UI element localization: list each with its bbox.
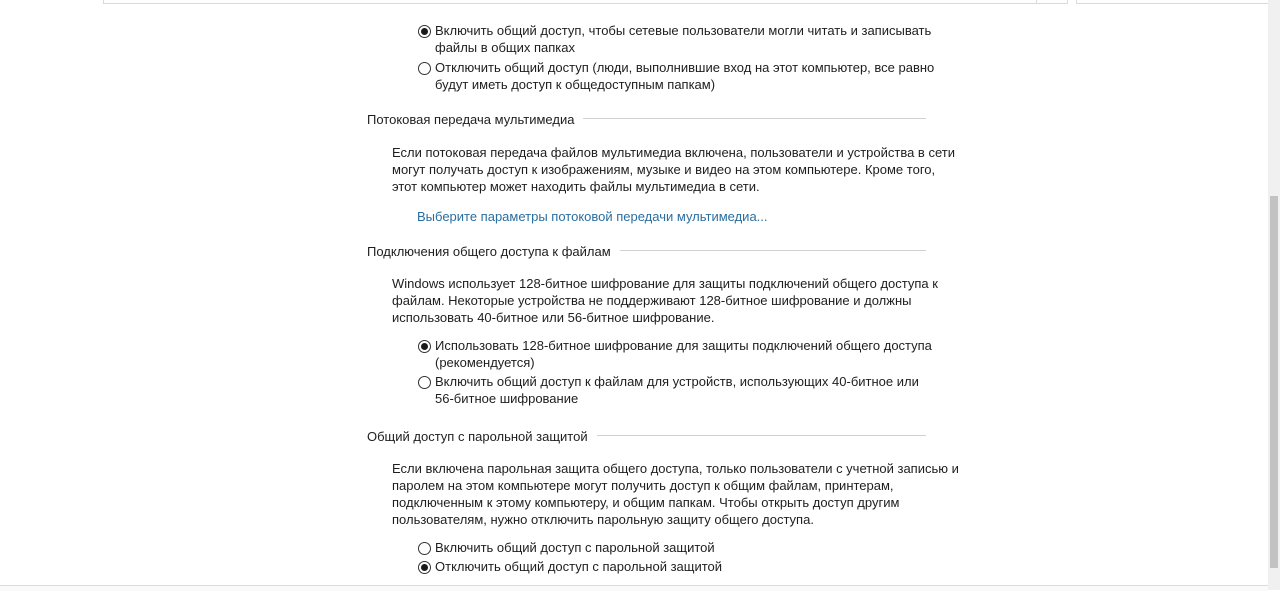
option-line: Использовать 128-битное шифрование для защиты подключений общего доступа xyxy=(435,338,932,353)
radio-enable-sharing[interactable] xyxy=(418,25,431,38)
vertical-scrollbar[interactable] xyxy=(1268,0,1280,590)
section-title-media: Потоковая передача мультимедиа xyxy=(367,111,583,128)
option-enable-sharing[interactable] xyxy=(435,22,932,56)
description-line: подключенным к этому компьютеру, и общим папкам. Чтобы открыть доступ другим xyxy=(392,495,900,510)
description-line: Если включена парольная защита общего доступа, только пользователи с учетной записью и xyxy=(392,461,959,476)
description-line: Если потоковая передача файлов мультимедиа включена, пользователи и устройства в сети xyxy=(392,145,955,160)
option-line: будут иметь доступ к общедоступным папкам) xyxy=(435,77,716,92)
description-line: пользователям, нужно отключить парольную защиту общего доступа. xyxy=(392,512,814,527)
radio-disable-sharing[interactable] xyxy=(418,62,431,75)
radio-128bit-encryption[interactable] xyxy=(418,340,431,353)
password-description xyxy=(392,460,959,528)
description-line: этот компьютер может находить файлы мультимедиа в сети. xyxy=(392,179,760,194)
option-line: файлы в общих папках xyxy=(435,40,576,55)
option-line: Отключить общий доступ (люди, выполнившие вход на этот компьютер, все равно xyxy=(435,60,935,75)
description-line: могут получать доступ к изображениям, музыке и видео на этом компьютере. Кроме того, xyxy=(392,162,936,177)
section-title-file-connections: Подключения общего доступа к файлам xyxy=(367,243,620,260)
window-bottom-edge xyxy=(0,585,1268,591)
radio-disable-password-protection[interactable] xyxy=(418,561,431,574)
media-description xyxy=(392,144,955,195)
description-line: использовать 40-битное или 56-битное шифрование. xyxy=(392,310,715,325)
option-line: Отключить общий доступ с парольной защитой xyxy=(435,559,723,574)
option-line: Включить общий доступ к файлам для устройств, использующих 40-битное или xyxy=(435,374,919,389)
description-line: Windows использует 128-битное шифрование для защиты подключений общего доступа к xyxy=(392,276,938,291)
radio-40-56bit-encryption[interactable] xyxy=(418,376,431,389)
option-line: Включить общий доступ с парольной защитой xyxy=(435,540,715,555)
option-disable-password-protection[interactable] xyxy=(435,558,915,575)
file-connections-description xyxy=(392,275,938,326)
radio-enable-password-protection[interactable] xyxy=(418,542,431,555)
option-40-56bit-encryption[interactable] xyxy=(435,373,919,407)
option-line: (рекомендуется) xyxy=(435,355,535,370)
description-line: паролем на этом компьютере могут получить доступ к общим файлам, принтерам, xyxy=(392,478,894,493)
option-enable-password-protection[interactable] xyxy=(435,539,915,556)
option-line: 56-битное шифрование xyxy=(435,391,579,406)
media-streaming-options-link[interactable]: Выберите параметры потоковой передачи мультимедиа... xyxy=(417,209,768,224)
option-line: Включить общий доступ, чтобы сетевые пользователи могли читать и записывать xyxy=(435,23,932,38)
option-disable-sharing[interactable] xyxy=(435,59,935,93)
description-line: файлам. Некоторые устройства не поддерживают 128-битное шифрование и должны xyxy=(392,293,912,308)
section-title-password: Общий доступ с парольной защитой xyxy=(367,428,597,445)
scrollbar-thumb[interactable] xyxy=(1270,196,1278,568)
option-128bit-encryption[interactable] xyxy=(435,337,932,371)
